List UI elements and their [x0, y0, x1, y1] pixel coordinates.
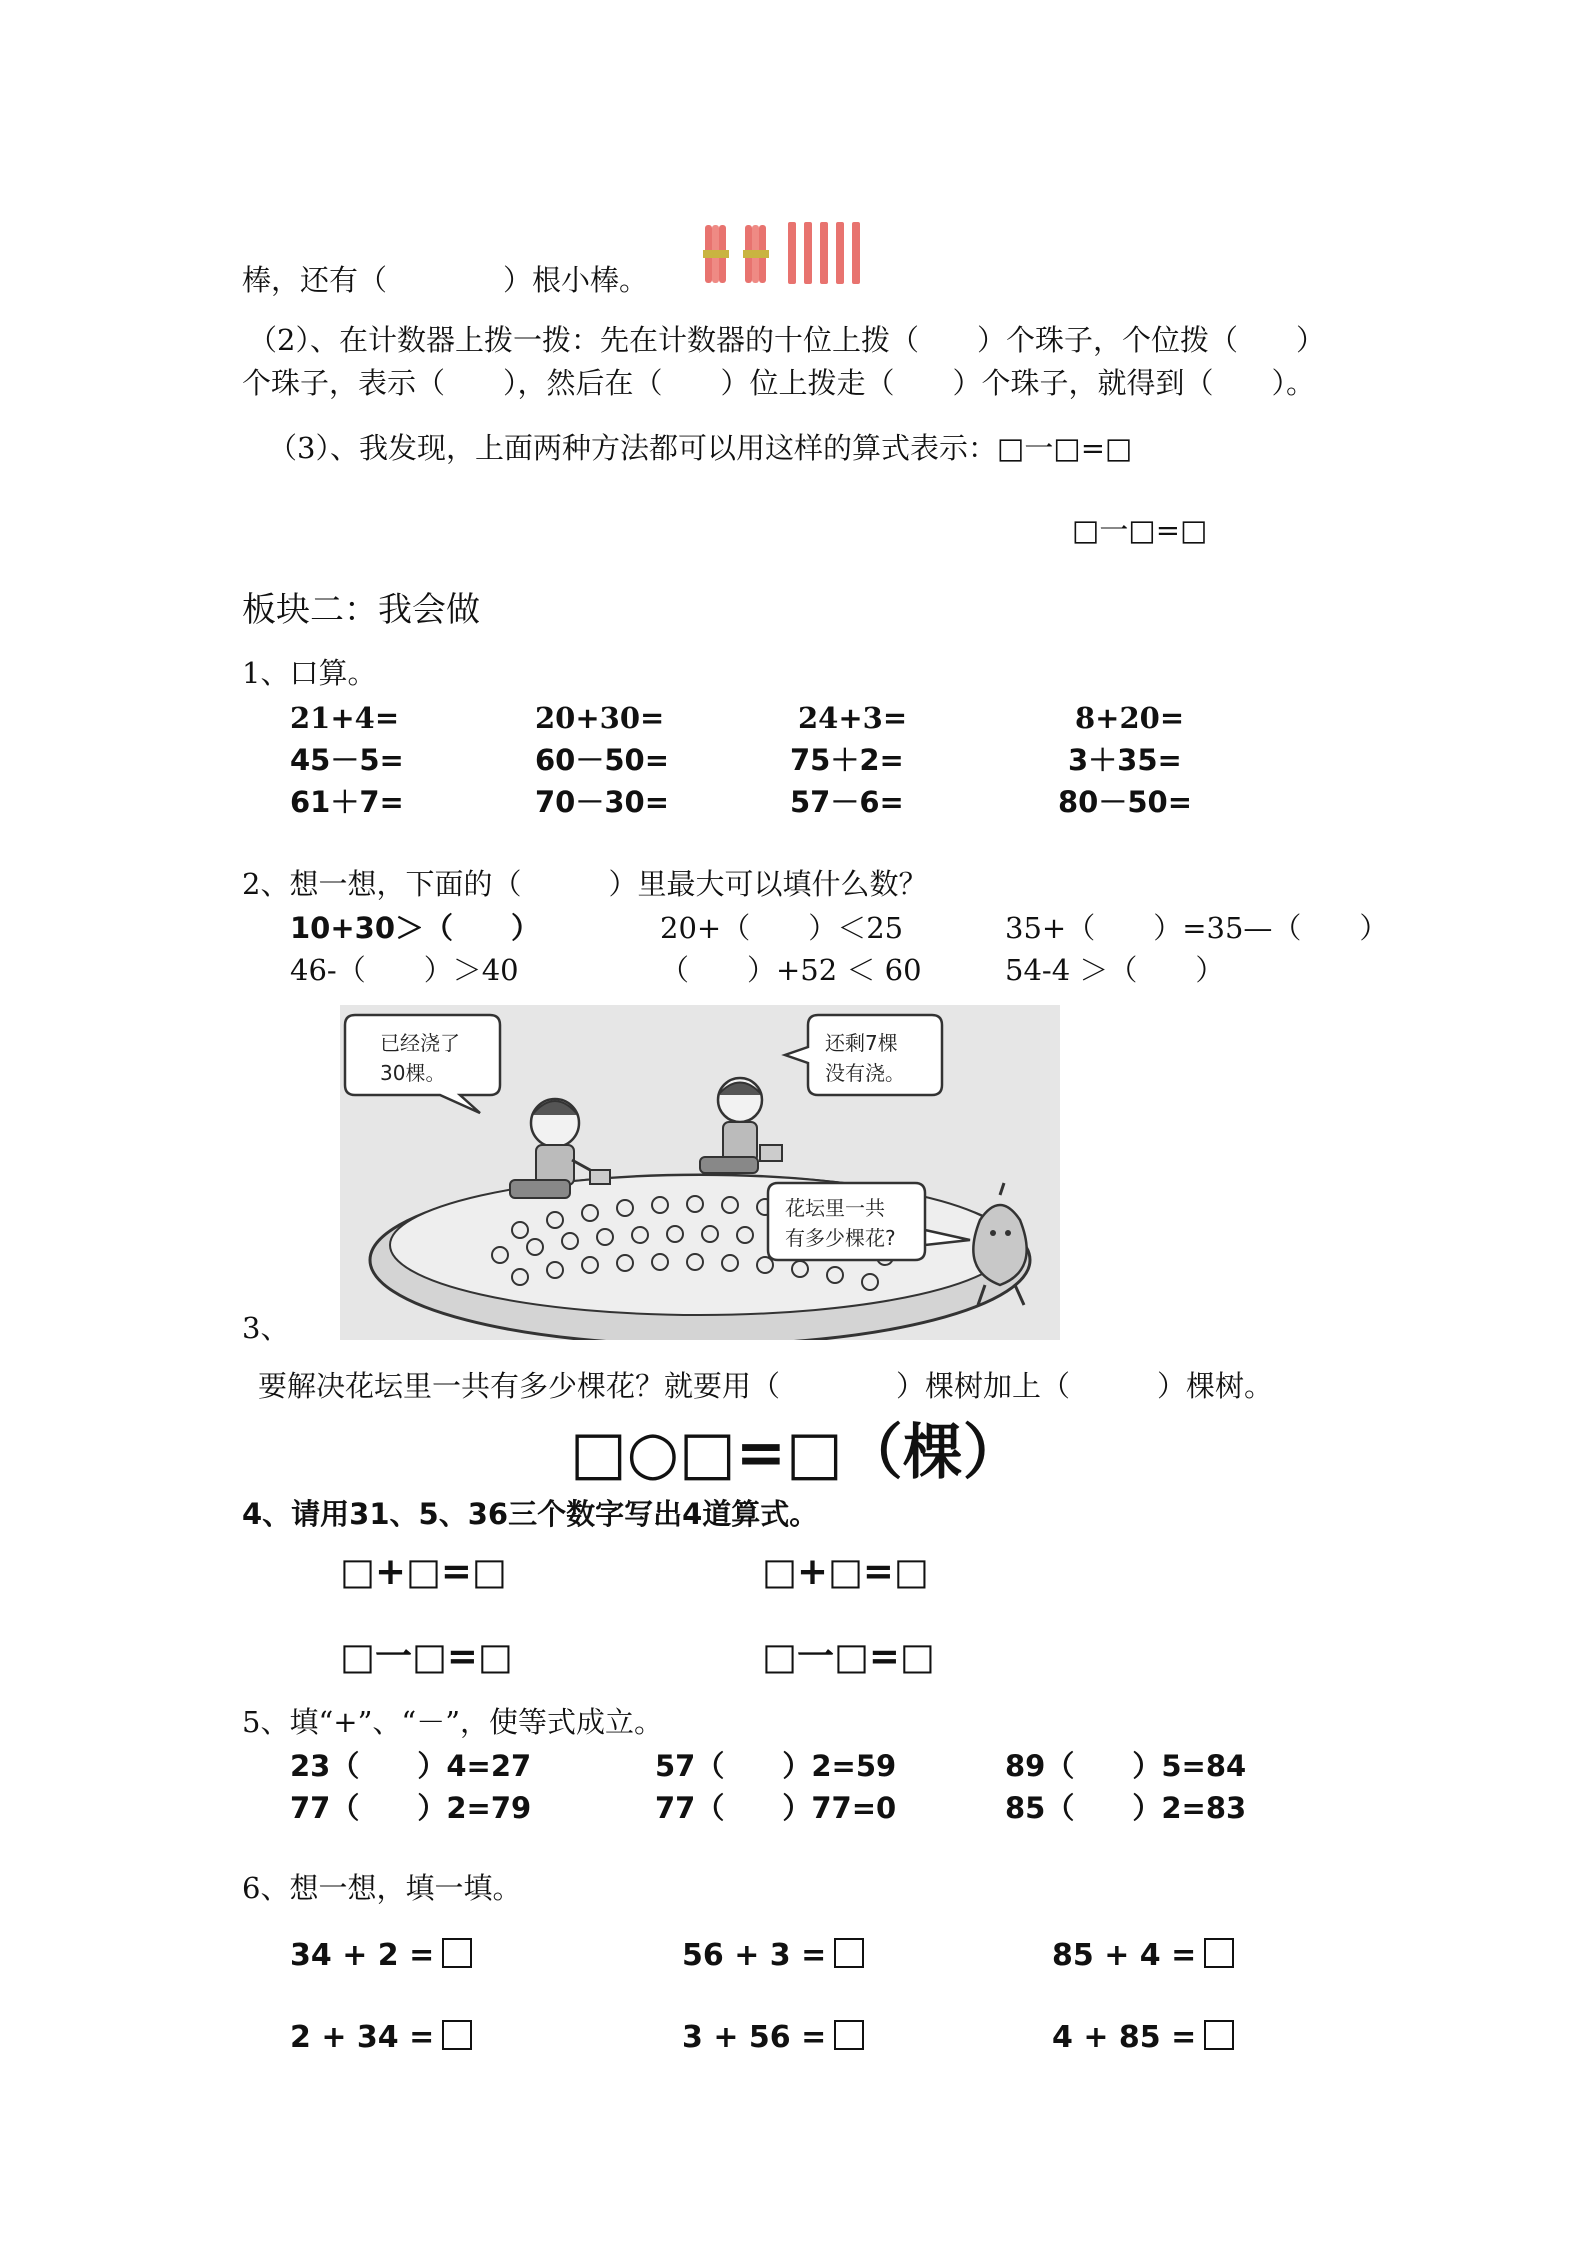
compare-item: 54-4 ＞（ ）	[1005, 953, 1225, 987]
sign-item: 85（ ）2=83	[1005, 1791, 1247, 1825]
answer-box[interactable]	[834, 2020, 864, 2050]
single-sticks-icon	[788, 222, 860, 284]
q2-line1: （2）、在计数器上拨一拨：先在计数器的十位上拨（ ）个珠子，个位拨（ ）	[248, 323, 1325, 357]
compare-item: 10+30＞（ ）	[290, 911, 541, 945]
calc-item: 61＋7=	[290, 785, 404, 819]
q4-equation: □+□=□	[762, 1550, 929, 1593]
sign-item: 77（ ）2=79	[290, 1791, 532, 1825]
fill-item: 4 + 85 =	[1052, 2020, 1234, 2056]
bubble-pear-line2: 有多少棵花?	[785, 1226, 896, 1250]
calc-item: 75＋2=	[790, 743, 904, 777]
answer-box[interactable]	[1204, 1938, 1234, 1968]
sticks-bundle-image	[700, 220, 880, 290]
calc-item: 3＋35=	[1068, 743, 1182, 777]
q4-equation: □+□=□	[340, 1550, 507, 1593]
bundle-icon	[743, 225, 769, 283]
calc-item: 8+20=	[1075, 701, 1185, 735]
calc-item: 20+30=	[535, 701, 665, 735]
q1-sticks-line: 棒，还有（ ）根小棒。	[242, 263, 649, 297]
bundle-icon	[703, 225, 729, 283]
fill-item: 2 + 34 =	[290, 2020, 472, 2056]
q3-question: 要解决花坛里一共有多少棵花？就要用（ ）棵树加上（ ）棵树。	[258, 1369, 1274, 1403]
q2-title: 2、想一想，下面的（ ）里最大可以填什么数？	[242, 867, 928, 901]
compare-item: 20+（ ）＜25	[660, 911, 904, 945]
sign-item: 23（ ）4=27	[290, 1749, 532, 1783]
q5-title: 5、填“+”、“－”，使等式成立。	[242, 1705, 664, 1739]
q4-equation: □一□=□	[762, 1635, 935, 1678]
q3-formula: □○□=□（棵）	[570, 1418, 1023, 1488]
bubble-boy-line1: 已经浇了	[380, 1031, 460, 1055]
answer-box[interactable]	[834, 1938, 864, 1968]
fill-item: 34 + 2 =	[290, 1938, 472, 1974]
answer-box[interactable]	[442, 2020, 472, 2050]
fill-item: 56 + 3 =	[682, 1938, 864, 1974]
calc-item: 45－5=	[290, 743, 404, 777]
speech-bubble-girl	[785, 1015, 942, 1095]
bubble-girl-line2: 没有浇。	[825, 1061, 905, 1085]
q6-title: 6、想一想，填一填。	[242, 1871, 522, 1905]
calc-item: 80－50=	[1058, 785, 1193, 819]
q3-line: （3）、我发现，上面两种方法都可以用这样的算式表示：□一□=□	[268, 431, 1133, 465]
compare-item: （ ）+52 ＜ 60	[660, 953, 922, 987]
q3-label: 3、	[242, 1311, 290, 1345]
q3-line2: □一□=□	[1072, 513, 1208, 547]
section-title: 板块二：我会做	[242, 590, 480, 630]
answer-box[interactable]	[442, 1938, 472, 1968]
calc-item: 24+3=	[798, 701, 908, 735]
compare-item: 46-（ ）＞40	[290, 953, 519, 987]
sign-item: 89（ ）5=84	[1005, 1749, 1247, 1783]
sign-item: 77（ ）77=0	[655, 1791, 897, 1825]
answer-box[interactable]	[1204, 2020, 1234, 2050]
calc-item: 70－30=	[535, 785, 670, 819]
q1-title: 1、口算。	[242, 656, 377, 690]
calc-item: 57－6=	[790, 785, 904, 819]
bubble-boy-line2: 30棵。	[380, 1061, 446, 1085]
q4-title: 4、请用31、5、36三个数字写出4道算式。	[242, 1497, 819, 1531]
bubble-pear-line1: 花坛里一共	[785, 1196, 885, 1220]
fill-item: 85 + 4 =	[1052, 1938, 1234, 1974]
q4-equation: □一□=□	[340, 1635, 513, 1678]
compare-item: 35+（ ）=35—（ ）	[1005, 911, 1389, 945]
fill-item: 3 + 56 =	[682, 2020, 864, 2056]
calc-item: 21+4=	[290, 701, 400, 735]
q2-line2: 个珠子，表示（ ），然后在（ ）位上拨走（ ）个珠子，就得到（ ）。	[242, 366, 1316, 400]
calc-item: 60－50=	[535, 743, 670, 777]
flowerbed-illustration	[340, 1005, 1060, 1340]
bubble-girl-line1: 还剩7棵	[825, 1031, 898, 1055]
sign-item: 57（ ）2=59	[655, 1749, 897, 1783]
